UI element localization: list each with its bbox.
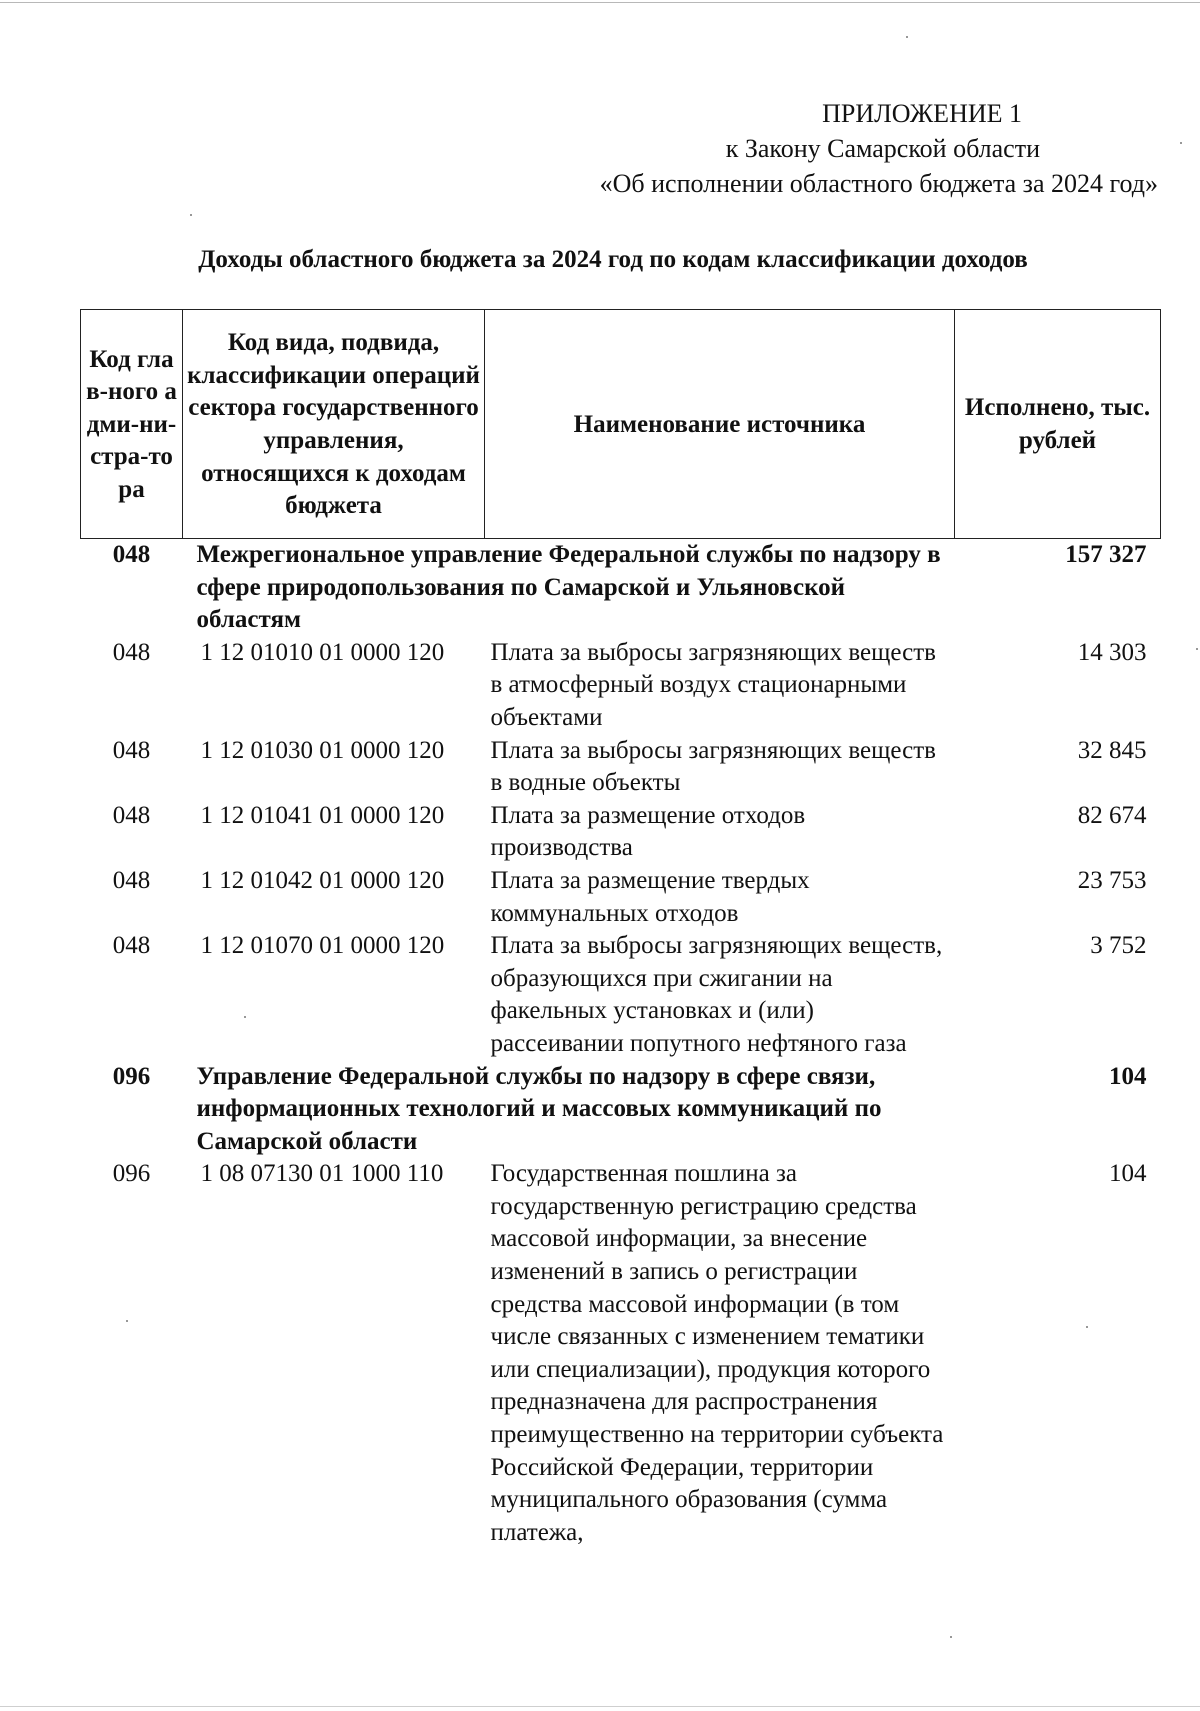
group-amount: 157 327	[1065, 541, 1147, 568]
group-row	[81, 539, 1161, 637]
appendix-header	[458, 96, 1158, 201]
appendix-label: ПРИЛОЖЕНИЕ 1	[822, 99, 1022, 128]
row-source-name: Плата за выбросы загрязняющих веществ, образующихся при сжигании на факельных установках и (или) рассеивании попутного нефтяного газа	[490, 932, 943, 1057]
row-amount: 3 752	[1090, 932, 1147, 960]
document-title: Доходы областного бюджета за 2024 год по кодам классификации доходов	[198, 246, 1028, 273]
row-classification-code: 1 12 01030 01 0000 120	[200, 736, 445, 764]
row-source-name: Плата за выбросы загрязняющих веществ в атмосферный воздух стационарными объектами	[490, 638, 936, 731]
col-header-amount: Исполнено, тыс. рублей	[955, 310, 1161, 539]
row-classification-code: 1 12 01041 01 0000 120	[200, 801, 445, 829]
scan-speck	[190, 214, 192, 216]
group-name: Управление Федеральной службы по надзору в сфере связи, информационных технологий и массовых коммуникаций по Самарской области	[196, 1062, 882, 1155]
law-title: «Об исполнении областного бюджета за 2024 год»	[599, 169, 1158, 198]
row-admin-code: 048	[112, 866, 151, 894]
group-name: Межрегиональное управление Федеральной службы по надзору в сфере природопользования по Самарской и Ульяновской областям	[196, 541, 941, 634]
group-admin-code: 096	[112, 1062, 151, 1090]
col-header-classification-code: Код вида, подвида, классификации операций сектора государственного управления, относящихся к доходам бюджета	[183, 310, 485, 539]
row-amount: 104	[1109, 1160, 1147, 1188]
row-source-name: Плата за размещение твердых коммунальных отходов	[490, 866, 810, 927]
table-row	[81, 1158, 1161, 1549]
row-source-name: Плата за выбросы загрязняющих веществ в водные объекты	[490, 736, 936, 797]
col-header-admin-code: Код глав-ного адми-ни-стра-тора	[81, 310, 183, 539]
row-amount: 23 753	[1077, 866, 1147, 894]
row-classification-code: 1 08 07130 01 1000 110	[200, 1160, 444, 1188]
scan-speck	[1086, 1326, 1088, 1328]
scan-edge-top	[0, 2, 1200, 3]
table-row	[81, 735, 1161, 800]
row-amount: 82 674	[1077, 801, 1147, 829]
row-classification-code: 1 12 01010 01 0000 120	[200, 638, 445, 666]
scan-speck	[126, 1320, 128, 1322]
row-classification-code: 1 12 01070 01 0000 120	[200, 932, 445, 960]
scan-speck	[950, 1636, 952, 1638]
group-admin-code: 048	[112, 541, 151, 568]
income-table	[80, 309, 1161, 1549]
row-admin-code: 048	[112, 638, 151, 666]
scan-speck	[906, 36, 908, 38]
col-header-source-name: Наименование источника	[485, 310, 955, 539]
scan-speck	[1180, 142, 1182, 144]
scan-speck	[244, 1016, 246, 1018]
table-row	[81, 800, 1161, 865]
row-source-name: Государственная пошлина за государственную регистрацию средства массовой информации, за внесение изменений в запись о регистрации средства массовой информации (в том числе связанных с изменением тематики или специализации), продукция которого предназначена для распространения преимущественно на территории субъекта Российской Федерации, территории муниципального образования (сумма платежа,	[490, 1160, 944, 1546]
group-amount: 104	[1109, 1062, 1147, 1090]
group-row	[81, 1061, 1161, 1159]
row-source-name: Плата за размещение отходов производства	[490, 801, 806, 862]
table-row	[81, 930, 1161, 1060]
row-amount: 32 845	[1077, 736, 1147, 764]
scan-speck	[1196, 648, 1198, 650]
row-admin-code: 048	[112, 932, 151, 960]
row-admin-code: 048	[112, 801, 151, 829]
table-row	[81, 637, 1161, 735]
row-amount: 14 303	[1077, 638, 1147, 666]
row-admin-code: 096	[112, 1160, 151, 1188]
table-header-row	[81, 310, 1161, 539]
row-admin-code: 048	[112, 736, 151, 764]
row-classification-code: 1 12 01042 01 0000 120	[200, 866, 445, 894]
law-reference: к Закону Самарской области	[725, 134, 1040, 163]
scan-edge-bottom	[0, 1706, 1200, 1707]
table-row	[81, 865, 1161, 930]
